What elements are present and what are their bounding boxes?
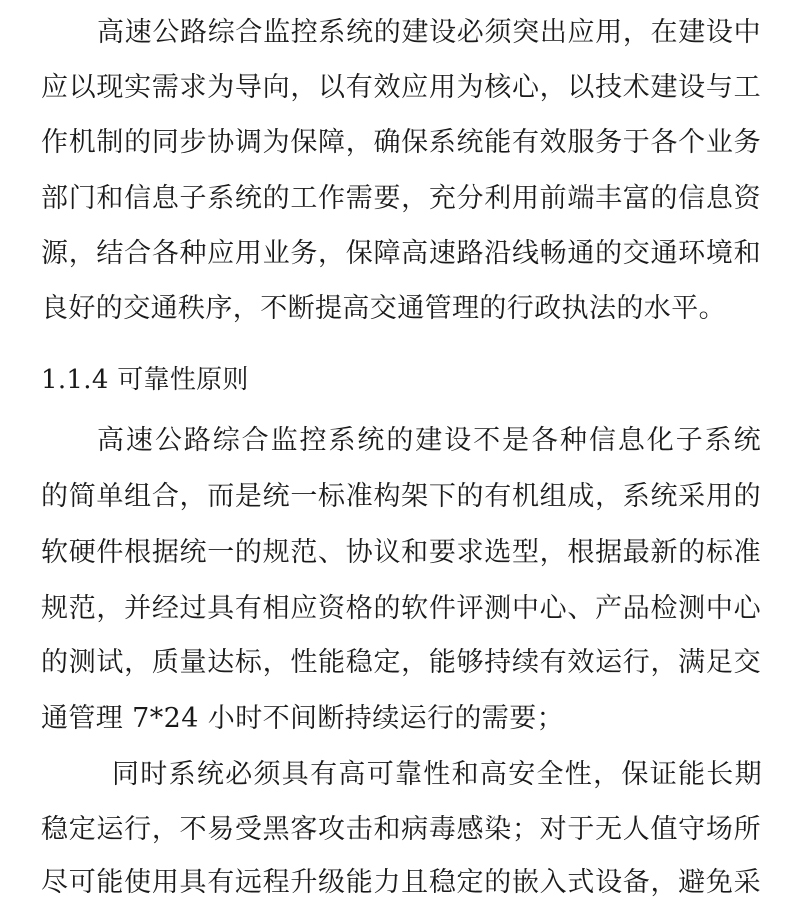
- paragraph-2-line-4: 规范，并经过具有相应资格的软件评测中心、产品检测中心: [41, 593, 761, 624]
- paragraph-2-line-3: 软硬件根据统一的规范、协议和要求选型，根据最新的标准: [41, 537, 761, 568]
- paragraph-3-line-2: 稳定运行，不易受黑客攻击和病毒感染；对于无人值守场所: [41, 814, 761, 845]
- paragraph-2-line-2: 的简单组合，而是统一标准构架下的有机组成，系统采用的: [41, 481, 761, 512]
- paragraph-1-line-6: 良好的交通秩序，不断提高交通管理的行政执法的水平。: [41, 293, 726, 324]
- paragraph-3-line-3: 尽可能使用具有远程升级能力且稳定的嵌入式设备，避免采: [41, 867, 761, 898]
- paragraph-2-line-1: 高速公路综合监控系统的建设不是各种信息化子系统: [97, 425, 761, 456]
- paragraph-1-line-5: 源，结合各种应用业务，保障高速路沿线畅通的交通环境和: [41, 238, 761, 269]
- paragraph-1-line-4: 部门和信息子系统的工作需要，充分利用前端丰富的信息资: [41, 183, 761, 214]
- paragraph-1-line-1: 高速公路综合监控系统的建设必须突出应用，在建设中: [97, 17, 761, 48]
- paragraph-3-line-1: 同时系统必须具有高可靠性和高安全性，保证能长期: [112, 759, 762, 790]
- section-heading: 1.1.4 可靠性原则: [41, 365, 249, 395]
- paragraph-2-line-6: 通管理 7*24 小时不间断持续运行的需要；: [41, 703, 564, 734]
- paragraph-1-line-2: 应以现实需求为导向，以有效应用为核心，以技术建设与工: [41, 72, 761, 103]
- paragraph-2-line-5: 的测试，质量达标，性能稳定，能够持续有效运行，满足交: [41, 647, 761, 678]
- paragraph-1-line-3: 作机制的同步协调为保障，确保系统能有效服务于各个业务: [41, 127, 761, 158]
